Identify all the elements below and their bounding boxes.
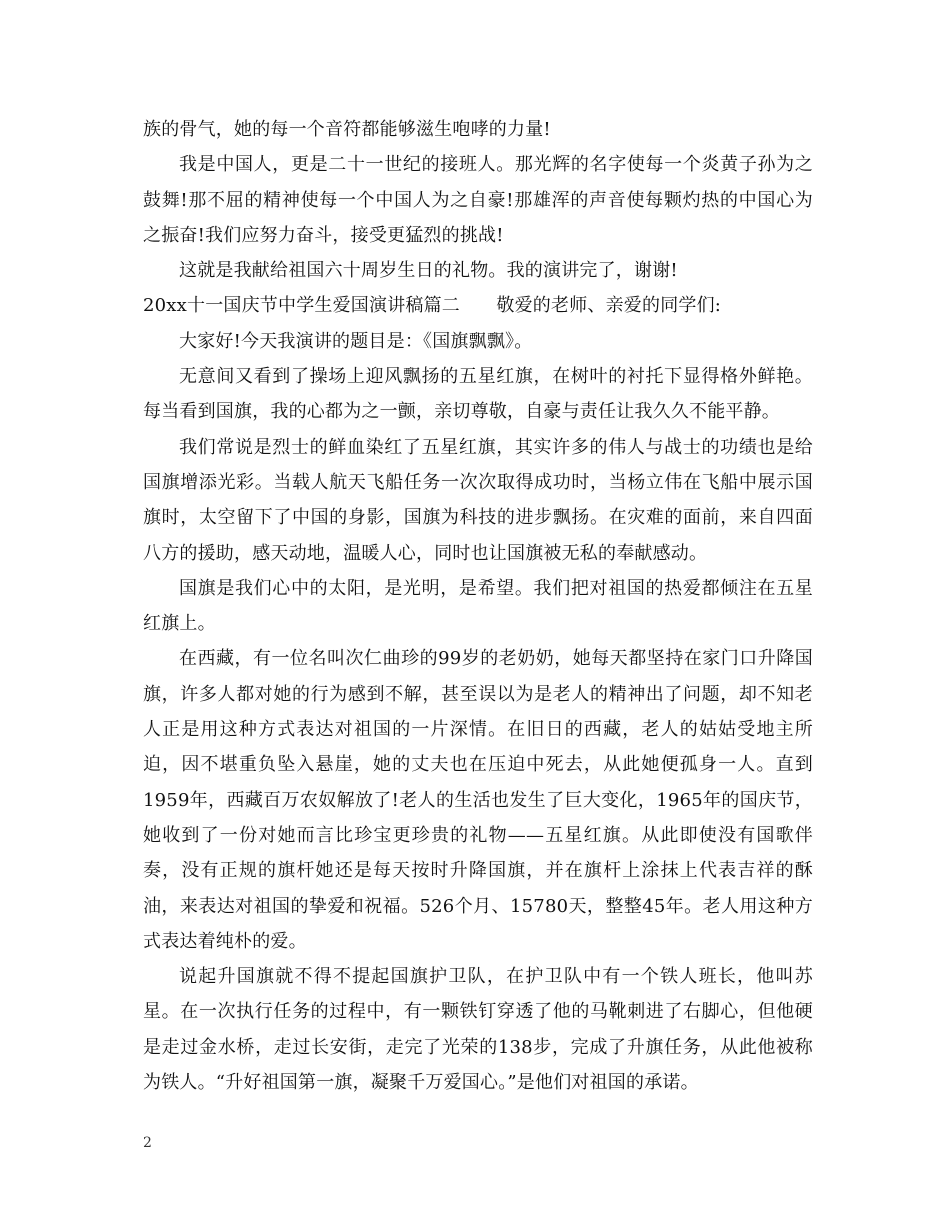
body-text (143, 112, 813, 1100)
section-heading-line: 20xx十一国庆节中学生爱国演讲稿篇二 敬爱的老师、亲爱的同学们: (143, 295, 722, 317)
paragraph-1: 族的骨气，她的每一个音符都能够滋生咆哮的力量! (143, 119, 551, 140)
page-number: 2 (143, 1135, 152, 1151)
paragraph-3: 这就是我献给祖国六十周岁生日的礼物。我的演讲完了，谢谢! (179, 260, 678, 282)
paragraph-5: 大家好!今天我演讲的题目是：《国旗飘飘》。 (179, 330, 533, 352)
paragraph-7: 我们常说是烈士的鲜血染红了五星红旗，其实许多的伟人与战士的功绩也是给国旗增添光彩。当载人航天飞船任务一次次取得成功时，当杨立伟在飞船中展示国旗时，太空留下了中国的身影，国旗为科技的进步飘扬。在灾难的面前，来自四面八方的援助，感天动地，温暖人心，同时也让国旗被无私的奉献感动。 (143, 436, 813, 564)
paragraph-6: 无意间又看到了操场上迎风飘扬的五星红旗，在树叶的衬托下显得格外鲜艳。每当看到国旗，我的心都为之一颤，亲切尊敬，自豪与责任让我久久不能平静。 (143, 366, 813, 423)
paragraph-10: 说起升国旗就不得不提起国旗护卫队，在护卫队中有一个铁人班长，他叫苏星。在一次执行任务的过程中，有一颗铁钉穿透了他的马靴刺进了右脚心，但他硬是走过金水桥，走过长安街，走完了光荣的138步，完成了升旗任务，从此他被称为铁人。“升好祖国第一旗，凝聚千万爱国心。”是他们对祖国的承诺。 (143, 966, 813, 1094)
paragraph-9: 在西藏，有一位名叫次仁曲珍的99岁的老奶奶，她每天都坚持在家门口升降国旗，许多人都对她的行为感到不解，甚至误以为是老人的精神出了问题，却不知老人正是用这种方式表达对祖国的一片深情。在旧日的西藏，老人的姑姑受地主所迫，因不堪重负坠入悬崖，她的丈夫也在压迫中死去，从此她便孤身一人。直到1959年，西藏百万农奴解放了!老人的生活也发生了巨大变化，1965年的国庆节，她收到了一份对她而言比珍宝更珍贵的礼物——五星红旗。从此即使没有国歌伴奏，没有正规的旗杆她还是每天按时升降国旗，并在旗杆上涂抹上代表吉祥的酥油，来表达对祖国的挚爱和祝福。526个月、15780天，整整45年。老人用这种方式表达着纯朴的爱。 (143, 648, 813, 952)
paragraph-8: 国旗是我们心中的太阳，是光明，是希望。我们把对祖国的热爱都倾注在五星红旗上。 (143, 577, 813, 635)
paragraph-2: 我是中国人，更是二十一世纪的接班人。那光辉的名字使每一个炎黄子孙为之鼓舞!那不屈的精神使每一个中国人为之自豪!那雄浑的声音使每颗灼热的中国心为之振奋!我们应努力奋斗，接受更猛烈的挑战! (143, 154, 813, 246)
